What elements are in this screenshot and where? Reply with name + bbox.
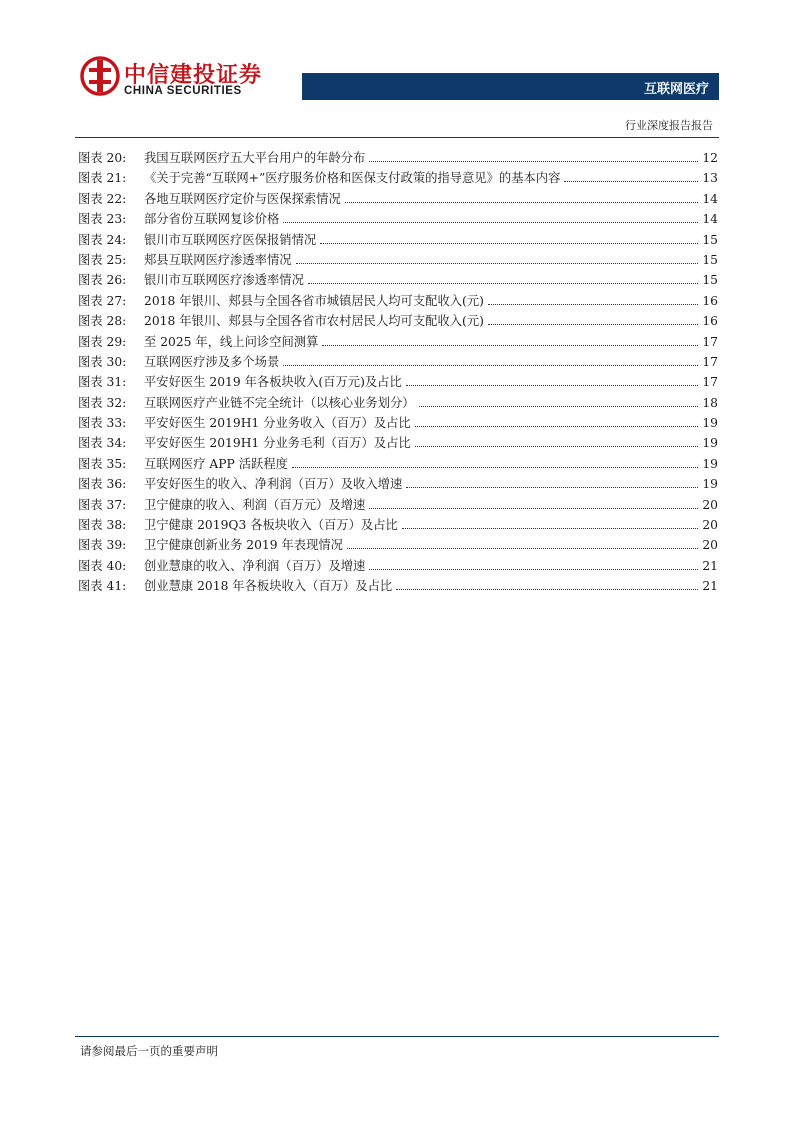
toc-entry[interactable] xyxy=(78,372,718,392)
toc-entry[interactable] xyxy=(78,556,718,576)
toc-figure-label: 图表 41: xyxy=(78,579,127,594)
toc-entry[interactable] xyxy=(78,515,718,535)
toc-dot-leader xyxy=(488,303,698,305)
toc-figure-label: 图表 38: xyxy=(78,518,127,533)
toc-page-number: 12 xyxy=(702,151,718,165)
toc-dot-leader xyxy=(296,262,698,264)
toc-figure-label: 图表 23: xyxy=(78,212,127,227)
toc-entry[interactable] xyxy=(78,209,718,229)
toc-figure-title: 平安好医生的收入、净利润（百万）及收入增速 xyxy=(144,477,403,492)
toc-page-number: 14 xyxy=(702,212,718,227)
toc-page-number: 17 xyxy=(702,375,718,390)
toc-entry[interactable] xyxy=(78,332,718,352)
toc-entry[interactable] xyxy=(78,189,718,209)
toc-page-number: 21 xyxy=(702,579,718,594)
toc-entry[interactable] xyxy=(78,352,718,372)
toc-dot-leader xyxy=(415,445,698,447)
toc-entry[interactable] xyxy=(78,495,718,515)
toc-figure-label: 图表 29: xyxy=(78,334,127,349)
toc-dot-leader xyxy=(345,201,698,203)
toc-entry[interactable] xyxy=(78,576,718,596)
toc-entry[interactable] xyxy=(78,454,718,474)
toc-figure-title: 互联网医疗涉及多个场景 xyxy=(144,354,280,369)
footer-divider xyxy=(75,1036,719,1037)
toc-figure-title: 《关于完善“互联网+”医疗服务价格和医保支付政策的指导意见》的基本内容 xyxy=(144,171,561,186)
company-logo xyxy=(80,54,280,100)
logo-english-name: CHINA SECURITIES xyxy=(124,85,242,97)
toc-figure-label: 图表 20: xyxy=(78,151,127,165)
toc-figure-title: 互联网医疗产业链不完全统计（以核心业务划分） xyxy=(144,395,415,410)
toc-figure-title: 2018 年银川、郏县与全国各省市城镇居民人均可支配收入(元) xyxy=(144,293,484,308)
toc-entry[interactable] xyxy=(78,291,718,311)
toc-dot-leader xyxy=(322,344,698,346)
toc-figure-title: 平安好医生 2019 年各板块收入(百万元)及占比 xyxy=(144,375,402,390)
toc-dot-leader xyxy=(406,384,698,386)
logo-chinese-name: 中信建投证券 xyxy=(124,63,263,88)
toc-page-number: 16 xyxy=(702,314,718,329)
toc-entry[interactable] xyxy=(78,413,718,433)
toc-figure-title: 我国互联网医疗五大平台用户的年龄分布 xyxy=(144,151,366,165)
toc-dot-leader xyxy=(488,323,698,325)
toc-figure-label: 图表 24: xyxy=(78,232,127,247)
toc-figure-title: 创业慧康的收入、净利润（百万）及增速 xyxy=(144,558,366,573)
toc-figure-label: 图表 36: xyxy=(78,477,127,492)
toc-figure-title: 互联网医疗 APP 活跃程度 xyxy=(144,456,288,471)
toc-page-number: 19 xyxy=(702,416,718,431)
header-divider xyxy=(75,137,719,138)
toc-figure-label: 图表 25: xyxy=(78,252,127,267)
toc-figure-title: 平安好医生 2019H1 分业务毛利（百万）及占比 xyxy=(144,436,411,451)
toc-figure-title: 郏县互联网医疗渗透率情况 xyxy=(144,252,292,267)
toc-page-number: 20 xyxy=(702,497,718,512)
toc-figure-title: 银川市互联网医疗医保报销情况 xyxy=(144,232,317,247)
footer-disclaimer: 请参阅最后一页的重要声明 xyxy=(80,1044,218,1058)
toc-figure-title: 银川市互联网医疗渗透率情况 xyxy=(144,273,304,288)
toc-entry[interactable] xyxy=(78,474,718,494)
toc-figure-title: 创业慧康 2018 年各板块收入（百万）及占比 xyxy=(144,579,393,594)
toc-figure-label: 图表 37: xyxy=(78,497,127,512)
toc-figure-title: 卫宁健康的收入、利润（百万元）及增速 xyxy=(144,497,366,512)
toc-figure-label: 图表 26: xyxy=(78,273,127,288)
toc-page-number: 19 xyxy=(702,456,718,471)
toc-figure-title: 至 2025 年，线上问诊空间测算 xyxy=(144,334,319,349)
toc-dot-leader xyxy=(292,466,698,468)
toc-entry[interactable] xyxy=(78,168,718,188)
toc-entry[interactable] xyxy=(78,148,718,168)
toc-figure-label: 图表 22: xyxy=(78,191,127,206)
toc-page-number: 20 xyxy=(702,518,718,533)
toc-page-number: 20 xyxy=(702,538,718,553)
toc-entry[interactable] xyxy=(78,230,718,250)
header-bar xyxy=(302,73,719,100)
toc-page-number: 21 xyxy=(702,558,718,573)
toc-dot-leader xyxy=(283,364,698,366)
toc-entry[interactable] xyxy=(78,535,718,555)
toc-figure-label: 图表 39: xyxy=(78,538,127,553)
toc-page-number: 17 xyxy=(702,354,718,369)
toc-figure-label: 图表 35: xyxy=(78,456,127,471)
toc-entry[interactable] xyxy=(78,270,718,290)
toc-entry[interactable] xyxy=(78,311,718,331)
toc-figure-label: 图表 21: xyxy=(78,171,127,186)
toc-dot-leader xyxy=(369,507,698,509)
toc-page-number: 18 xyxy=(702,395,718,410)
toc-entry[interactable] xyxy=(78,433,718,453)
figure-index-list xyxy=(78,148,718,597)
toc-dot-leader xyxy=(347,547,698,549)
toc-dot-leader xyxy=(369,568,698,570)
toc-figure-label: 图表 27: xyxy=(78,293,127,308)
section-title: 互联网医疗 xyxy=(643,82,709,97)
toc-figure-title: 各地互联网医疗定价与医保探索情况 xyxy=(144,191,341,206)
toc-page-number: 13 xyxy=(702,171,718,186)
toc-figure-label: 图表 40: xyxy=(78,558,127,573)
toc-page-number: 19 xyxy=(702,436,718,451)
toc-figure-label: 图表 32: xyxy=(78,395,127,410)
toc-page-number: 14 xyxy=(702,191,718,206)
toc-entry[interactable] xyxy=(78,393,718,413)
toc-dot-leader xyxy=(396,588,698,590)
toc-dot-leader xyxy=(564,180,698,182)
toc-figure-label: 图表 34: xyxy=(78,436,127,451)
toc-figure-title: 平安好医生 2019H1 分业务收入（百万）及占比 xyxy=(144,416,411,431)
toc-page-number: 15 xyxy=(702,232,718,247)
toc-dot-leader xyxy=(369,160,698,162)
toc-figure-title: 卫宁健康 2019Q3 各板块收入（百万）及占比 xyxy=(144,518,398,533)
toc-figure-title: 卫宁健康创新业务 2019 年表现情况 xyxy=(144,538,343,553)
toc-dot-leader xyxy=(402,527,698,529)
toc-dot-leader xyxy=(283,221,698,223)
toc-page-number: 17 xyxy=(702,334,718,349)
china-securities-logo-icon xyxy=(80,56,120,96)
toc-dot-leader xyxy=(419,405,698,407)
toc-figure-label: 图表 30: xyxy=(78,354,127,369)
toc-dot-leader xyxy=(406,486,698,488)
toc-page-number: 15 xyxy=(702,252,718,267)
toc-entry[interactable] xyxy=(78,250,718,270)
toc-figure-label: 图表 31: xyxy=(78,375,127,390)
toc-figure-title: 部分省份互联网复诊价格 xyxy=(144,212,280,227)
toc-figure-label: 图表 33: xyxy=(78,416,127,431)
toc-dot-leader xyxy=(415,425,698,427)
toc-dot-leader xyxy=(320,242,698,244)
toc-page-number: 19 xyxy=(702,477,718,492)
report-type: 行业深度报告报告 xyxy=(625,119,713,132)
toc-figure-title: 2018 年银川、郏县与全国各省市农村居民人均可支配收入(元) xyxy=(144,314,484,329)
toc-figure-label: 图表 28: xyxy=(78,314,127,329)
toc-page-number: 16 xyxy=(702,293,718,308)
toc-page-number: 15 xyxy=(702,273,718,288)
toc-dot-leader xyxy=(308,282,698,284)
